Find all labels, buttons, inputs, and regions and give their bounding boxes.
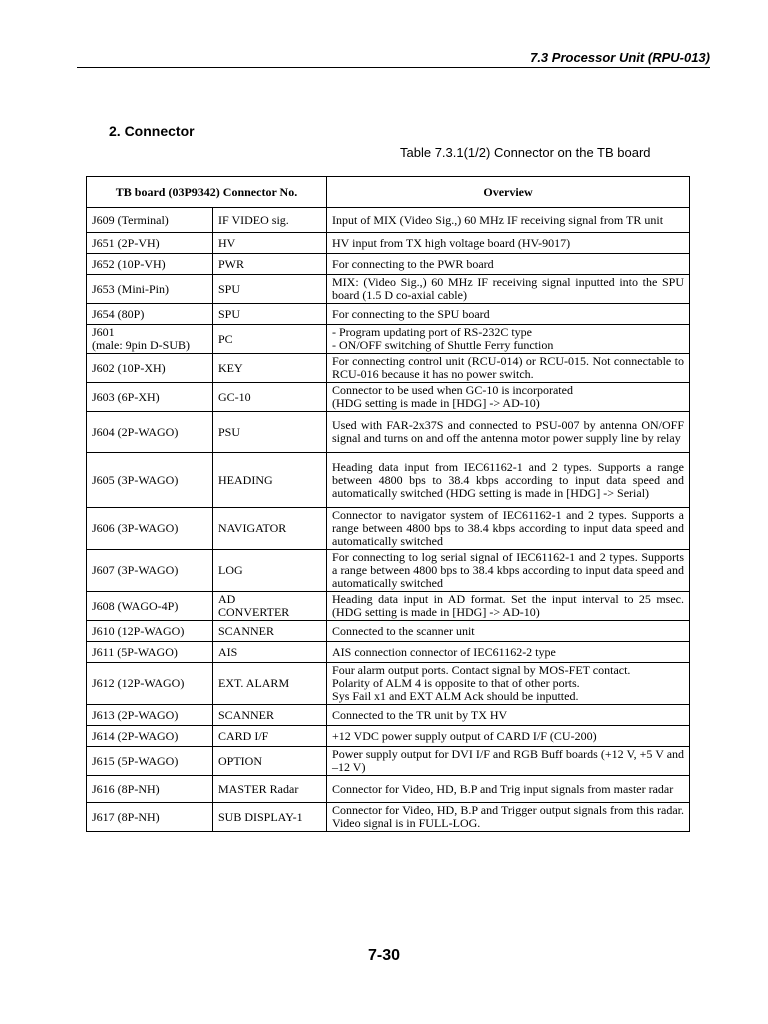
table-row	[87, 776, 690, 803]
connector-number-cell: J617 (8P-NH)	[87, 803, 213, 832]
connector-number-cell: J614 (2P-WAGO)	[87, 726, 213, 747]
signal-label-cell: PSU	[213, 412, 327, 453]
table-row	[87, 354, 690, 383]
table-row	[87, 208, 690, 233]
signal-label-cell: KEY	[213, 354, 327, 383]
connector-number-cell: J608 (WAGO-4P)	[87, 592, 213, 621]
signal-label-cell: CARD I/F	[213, 726, 327, 747]
table-row	[87, 254, 690, 275]
table-body	[87, 208, 690, 832]
table-row	[87, 663, 690, 705]
overview-cell: Heading data input in AD format. Set the input interval to 25 msec. (HDG setting is made in [HDG] -> AD-10)	[327, 592, 690, 621]
overview-cell: +12 VDC power supply output of CARD I/F (CU-200)	[327, 726, 690, 747]
overview-cell: Connected to the scanner unit	[327, 621, 690, 642]
signal-label-cell: PWR	[213, 254, 327, 275]
signal-label-cell: HEADING	[213, 453, 327, 508]
connector-number-cell: J607 (3P-WAGO)	[87, 550, 213, 592]
table-header-row	[87, 177, 690, 208]
connector-number-cell: J610 (12P-WAGO)	[87, 621, 213, 642]
table-row	[87, 453, 690, 508]
table-caption: Table 7.3.1(1/2) Connector on the TB board	[400, 145, 651, 160]
table-row	[87, 592, 690, 621]
signal-label-cell: SPU	[213, 275, 327, 304]
connector-number-cell: J612 (12P-WAGO)	[87, 663, 213, 705]
connector-number-cell: J616 (8P-NH)	[87, 776, 213, 803]
overview-cell: For connecting to log serial signal of IEC61162-1 and 2 types. Supports a range between 4800 bps to 38.4 kbps according to input data speed and automatically switched	[327, 550, 690, 592]
overview-cell: Heading data input from IEC61162-1 and 2 types. Supports a range between 4800 bps to 38.4 kbps according to input data speed and automatically switched (HDG setting is made in [HDG] -> Serial)	[327, 453, 690, 508]
signal-label-cell: AD CONVERTER	[213, 592, 327, 621]
table-row	[87, 383, 690, 412]
connector-number-cell: J602 (10P-XH)	[87, 354, 213, 383]
overview-cell: For connecting control unit (RCU-014) or RCU-015. Not connectable to RCU-016 because it has no power switch.	[327, 354, 690, 383]
signal-label-cell: SUB DISPLAY-1	[213, 803, 327, 832]
signal-label-cell: GC-10	[213, 383, 327, 412]
overview-column-header: Overview	[327, 177, 690, 208]
connector-number-cell: J651 (2P-VH)	[87, 233, 213, 254]
overview-cell: Connected to the TR unit by TX HV	[327, 705, 690, 726]
connector-number-cell: J605 (3P-WAGO)	[87, 453, 213, 508]
connector-number-cell: J611 (5P-WAGO)	[87, 642, 213, 663]
section-title: 2. Connector	[109, 123, 195, 139]
signal-label-cell: OPTION	[213, 747, 327, 776]
connector-number-cell: J601 (male: 9pin D-SUB)	[87, 325, 213, 354]
table-row	[87, 508, 690, 550]
table-row	[87, 621, 690, 642]
signal-label-cell: LOG	[213, 550, 327, 592]
signal-label-cell: EXT. ALARM	[213, 663, 327, 705]
signal-label-cell: NAVIGATOR	[213, 508, 327, 550]
signal-label-cell: HV	[213, 233, 327, 254]
connector-number-cell: J652 (10P-VH)	[87, 254, 213, 275]
table-row	[87, 642, 690, 663]
connector-table	[86, 176, 690, 832]
connector-number-cell: J606 (3P-WAGO)	[87, 508, 213, 550]
signal-label-cell: PC	[213, 325, 327, 354]
signal-label-cell: SCANNER	[213, 705, 327, 726]
overview-cell: For connecting to the SPU board	[327, 304, 690, 325]
overview-cell: MIX: (Video Sig.,) 60 MHz IF receiving signal inputted into the SPU board (1.5 D co-axial cable)	[327, 275, 690, 304]
connector-number-cell: J653 (Mini-Pin)	[87, 275, 213, 304]
overview-cell: Connector for Video, HD, B.P and Trig input signals from master radar	[327, 776, 690, 803]
overview-cell: AIS connection connector of IEC61162-2 type	[327, 642, 690, 663]
table-row	[87, 412, 690, 453]
connector-number-cell: J654 (80P)	[87, 304, 213, 325]
connector-number-cell: J609 (Terminal)	[87, 208, 213, 233]
overview-cell: Connector to be used when GC-10 is incorporated (HDG setting is made in [HDG] -> AD-10)	[327, 383, 690, 412]
table-row	[87, 233, 690, 254]
overview-cell: - Program updating port of RS-232C type - ON/OFF switching of Shuttle Ferry function	[327, 325, 690, 354]
overview-cell: HV input from TX high voltage board (HV-9017)	[327, 233, 690, 254]
overview-cell: Four alarm output ports. Contact signal by MOS-FET contact. Polarity of ALM 4 is opposite to that of other ports. Sys Fail x1 and EXT ALM Ack should be inputted.	[327, 663, 690, 705]
connector-number-cell: J615 (5P-WAGO)	[87, 747, 213, 776]
header-rule	[77, 67, 710, 68]
connector-column-header: TB board (03P9342) Connector No.	[87, 177, 327, 208]
connector-number-cell: J604 (2P-WAGO)	[87, 412, 213, 453]
signal-label-cell: IF VIDEO sig.	[213, 208, 327, 233]
table-row	[87, 705, 690, 726]
signal-label-cell: SPU	[213, 304, 327, 325]
table-row	[87, 275, 690, 304]
overview-cell: Power supply output for DVI I/F and RGB Buff boards (+12 V, +5 V and –12 V)	[327, 747, 690, 776]
table-row	[87, 325, 690, 354]
signal-label-cell: SCANNER	[213, 621, 327, 642]
table-row	[87, 304, 690, 325]
page-number: 7-30	[367, 947, 401, 964]
overview-cell: Connector for Video, HD, B.P and Trigger output signals from this radar. Video signal is in FULL-LOG.	[327, 803, 690, 832]
table-row	[87, 550, 690, 592]
table-row	[87, 747, 690, 776]
table-row	[87, 803, 690, 832]
connector-number-cell: J603 (6P-XH)	[87, 383, 213, 412]
overview-cell: For connecting to the PWR board	[327, 254, 690, 275]
signal-label-cell: MASTER Radar	[213, 776, 327, 803]
overview-cell: Input of MIX (Video Sig.,) 60 MHz IF receiving signal from TR unit	[327, 208, 690, 233]
connector-number-cell: J613 (2P-WAGO)	[87, 705, 213, 726]
signal-label-cell: AIS	[213, 642, 327, 663]
table-row	[87, 726, 690, 747]
running-header: 7.3 Processor Unit (RPU-013)	[530, 50, 710, 65]
overview-cell: Used with FAR-2x37S and connected to PSU-007 by antenna ON/OFF signal and turns on and off the antenna motor power supply line by relay	[327, 412, 690, 453]
overview-cell: Connector to navigator system of IEC61162-1 and 2 types. Supports a range between 4800 bps to 38.4 kbps according to input data speed and automatically switched	[327, 508, 690, 550]
